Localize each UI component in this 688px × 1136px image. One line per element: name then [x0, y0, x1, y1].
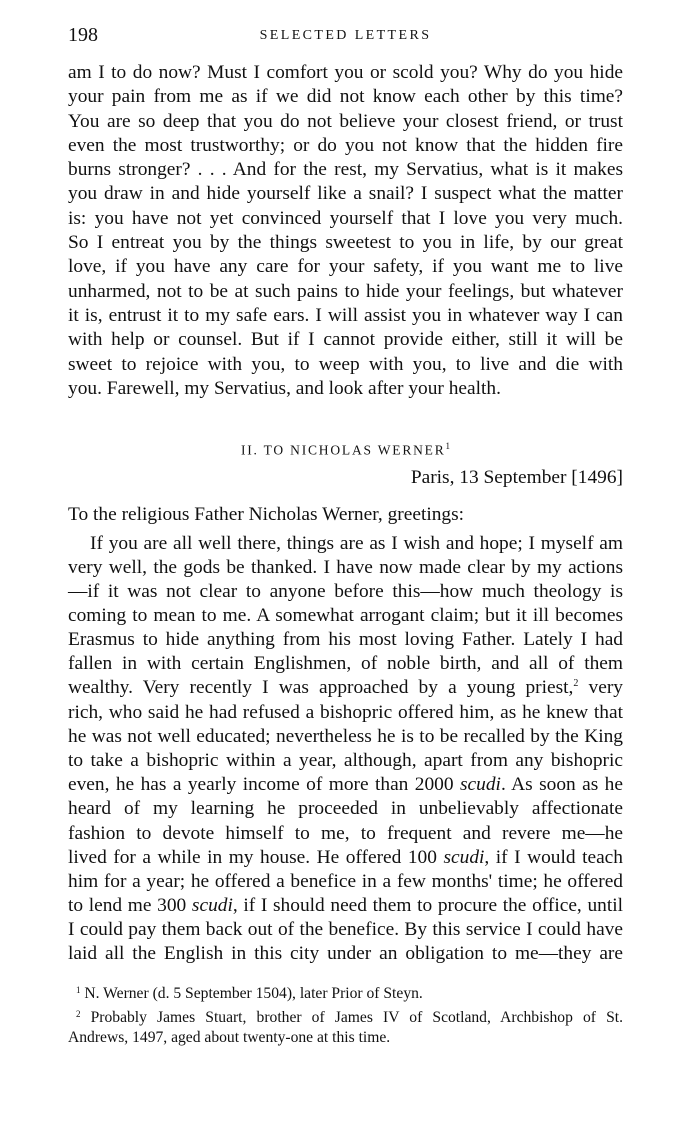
text-line: You are so deep that you do not believe your closest friend, or trust	[68, 111, 623, 132]
footnote-marker: 2	[76, 1009, 81, 1019]
footnote-continuation: Andrews, 1497, aged about twenty-one at this time.	[68, 1029, 391, 1046]
text-segment: , if I would teach	[484, 847, 623, 868]
running-header	[68, 24, 623, 52]
text-line	[68, 773, 623, 797]
text-line: he was not well educated; nevertheless he is to be recalled by the King	[68, 726, 623, 747]
text-line: fashion to devote himself to me, to frequent and revere me—he	[68, 823, 623, 844]
text-line: is: you have not yet convinced yourself that I love you very much.	[68, 208, 623, 229]
text-line: rich, who said he had refused a bishopric offered him, as he knew that	[68, 702, 623, 723]
text-line: it is, entrust it to my safe ears. I will assist you in whatever way I can	[68, 305, 623, 326]
text-line: If you are all well there, things are as I wish and hope; I myself am	[90, 533, 623, 554]
text-segment: lived for a while in my house. He offered 100	[68, 847, 437, 868]
text-segment: wealthy. Very recently I was approached by a young priest,	[68, 677, 574, 698]
italic-word: scudi	[191, 895, 233, 916]
text-line: you draw in and hide yourself like a snail? I suspect what the matter	[68, 183, 623, 204]
footnote-ref: 1	[445, 441, 451, 451]
footnote-marker: 1	[76, 985, 81, 995]
text-line: am I to do now? Must I comfort you or scold you? Why do you hide	[68, 62, 623, 83]
text-line: love, if you have any care for your safety, if you want me to live	[68, 256, 623, 277]
footnote	[76, 984, 623, 1004]
italic-word: scudi	[460, 774, 501, 795]
text-line	[68, 894, 623, 918]
footnote-text: Probably James Stuart, brother of James IV of Scotland, Archbishop of St.	[90, 1009, 623, 1026]
text-line: sweet to rejoice with you, to weep with you, to live and die with	[68, 354, 623, 375]
italic-word: scudi	[443, 847, 485, 868]
text-line: even the most trustworthy; or do you not know that the hidden fire	[68, 135, 623, 156]
text-line: him for a year; he offered a benefice in a few months' time; he offered	[68, 871, 623, 892]
text-line: you. Farewell, my Servatius, and look after your health.	[68, 378, 501, 399]
salutation: To the religious Father Nicholas Werner, greetings:	[68, 504, 465, 525]
text-line: to take a bishopric within a year, although, apart from any bishopric	[68, 750, 623, 771]
text-line: your pain from me as if we did not know each other by this time?	[68, 86, 623, 107]
dateline: Paris, 13 September [1496]	[410, 467, 623, 488]
text-segment: , if I should need them to procure the office, until	[232, 895, 623, 916]
text-line: coming to mean to me. A somewhat arrogant claim; but it ill becomes	[68, 605, 623, 626]
footnote-ref: 2	[573, 678, 579, 689]
text-line: burns stronger? . . . And for the rest, my Servatius, what is it makes	[68, 159, 623, 180]
text-line	[68, 846, 623, 870]
text-line: laid all the English in this city under an obligation to me—they are	[68, 943, 623, 964]
letter-heading	[68, 441, 623, 459]
text-line: So I entreat you by the things sweetest to you in life, by our great	[68, 232, 623, 253]
text-line: heard of my learning he proceeded in unbelievably affectionate	[68, 798, 623, 819]
text-line: very well, the gods be thanked. I have now made clear by my actions	[68, 557, 623, 578]
page-number: 198	[68, 24, 98, 46]
text-segment: even, he has a yearly income of more than 2000	[68, 774, 454, 795]
text-segment: . As soon as he	[500, 774, 623, 795]
text-line: with help or counsel. But if I cannot provide either, still it will be	[68, 329, 623, 350]
text-segment: very	[578, 677, 623, 698]
text-line	[68, 676, 623, 700]
footnote-text: N. Werner (d. 5 September 1504), later Prior of Steyn.	[84, 985, 423, 1002]
footnote	[76, 1008, 623, 1028]
text-line: —if it was not clear to anyone before this—how much theology is	[68, 581, 623, 602]
text-line: fallen in with certain Englishmen, of noble birth, and all of them	[68, 653, 623, 674]
running-title: SELECTED LETTERS	[259, 28, 432, 43]
text-line: unharmed, not to be at such pains to hide your feelings, but whatever	[68, 281, 623, 302]
text-line: I could pay them back out of the benefice. By this service I could have	[68, 919, 623, 940]
text-segment: to lend me 300	[68, 895, 187, 916]
letter-heading-text: II. TO NICHOLAS WERNER	[240, 442, 446, 458]
text-line: Erasmus to hide anything from his most loving Father. Lately I had	[68, 629, 623, 650]
